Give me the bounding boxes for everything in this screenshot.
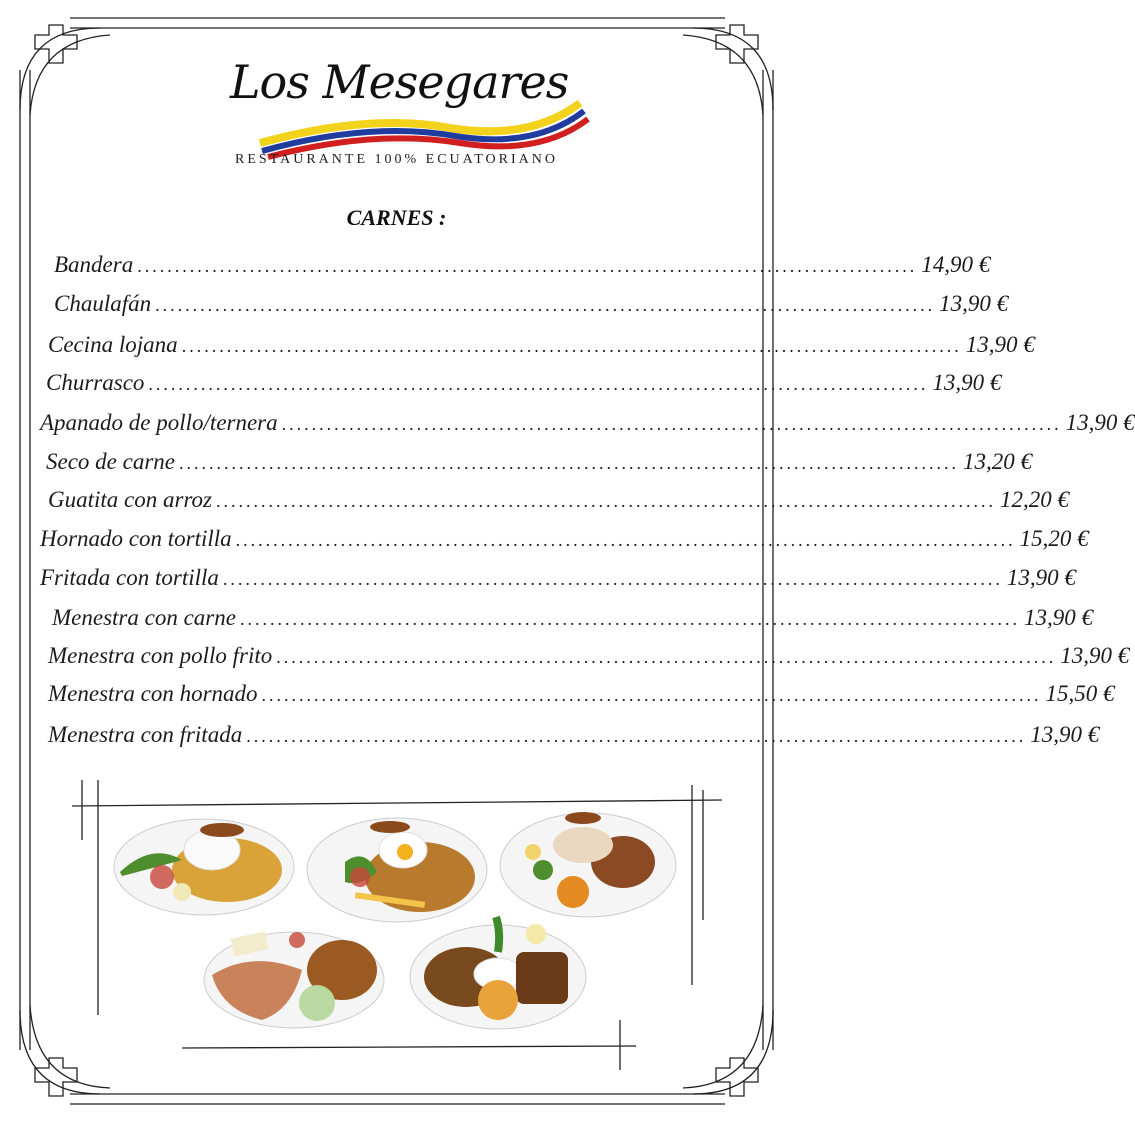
item-price: 13,20 € xyxy=(963,449,1032,474)
menu-item xyxy=(54,252,991,286)
menu-item xyxy=(48,487,1069,521)
item-name: Churrasco xyxy=(46,370,145,395)
item-name: Fritada con tortilla xyxy=(40,565,219,590)
dot-leader: ........................................................................................................ xyxy=(148,374,929,394)
dot-leader: ........................................................................................................ xyxy=(261,685,1042,705)
dot-leader: ........................................................................................................ xyxy=(216,491,996,511)
dot-leader: ........................................................................................................ xyxy=(239,609,1020,629)
menu-item xyxy=(40,410,1135,444)
menu-item xyxy=(46,370,1002,404)
item-name: Hornado con tortilla xyxy=(40,526,232,551)
dot-leader: ........................................................................................................ xyxy=(137,256,918,276)
dish-photo-fritada xyxy=(202,925,387,1030)
item-name: Bandera xyxy=(54,252,134,277)
menu-item xyxy=(52,605,1093,639)
restaurant-tagline: RESTAURANTE 100% ECUATORIANO xyxy=(235,152,558,167)
item-name: Menestra con hornado xyxy=(48,681,258,706)
item-name: Cecina lojana xyxy=(48,332,178,357)
menu-item xyxy=(48,332,1035,366)
item-price: 14,90 € xyxy=(921,252,991,277)
item-price: 13,90 € xyxy=(1065,410,1135,435)
item-price: 13,90 € xyxy=(1060,643,1130,668)
restaurant-logo xyxy=(200,55,600,150)
item-name: Menestra con pollo frito xyxy=(48,643,273,668)
item-name: Guatita con arroz xyxy=(48,487,212,512)
item-price: 15,50 € xyxy=(1045,681,1115,706)
menu-item xyxy=(48,722,1100,756)
dot-leader: ........................................................................................................ xyxy=(181,336,962,356)
dot-leader: ........................................................................................................ xyxy=(222,569,1003,589)
dish-photo-seco xyxy=(406,912,591,1032)
section-title: CARNES : xyxy=(346,205,447,230)
item-price: 13,90 € xyxy=(1030,722,1100,747)
dot-leader: ........................................................................................................ xyxy=(155,295,936,315)
item-name: Chaulafán xyxy=(54,291,152,316)
item-price: 13,90 € xyxy=(939,291,1009,316)
menu-item xyxy=(48,643,1130,677)
menu-item xyxy=(46,449,1032,483)
item-name: Menestra con fritada xyxy=(48,722,243,747)
dot-leader: ........................................................................................................ xyxy=(179,453,959,473)
dot-leader: ........................................................................................................ xyxy=(281,414,1062,434)
dish-photo-guatita xyxy=(112,812,297,917)
restaurant-name: Los Mesegares xyxy=(230,55,569,109)
item-name: Menestra con carne xyxy=(52,605,236,630)
menu-item xyxy=(40,565,1076,599)
dot-leader: ........................................................................................................ xyxy=(235,530,1016,550)
item-price: 13,90 € xyxy=(932,370,1002,395)
dish-photo-hornado xyxy=(498,810,678,920)
menu-item xyxy=(54,291,1009,325)
dot-leader: ........................................................................................................ xyxy=(276,647,1057,667)
item-name: Seco de carne xyxy=(46,449,175,474)
menu-item xyxy=(48,681,1115,715)
item-price: 13,90 € xyxy=(1006,565,1076,590)
item-price: 15,20 € xyxy=(1019,526,1089,551)
item-name: Apanado de pollo/ternera xyxy=(40,410,278,435)
item-price: 13,90 € xyxy=(1023,605,1093,630)
dish-photo-apanado xyxy=(305,812,490,927)
item-price: 12,20 € xyxy=(1000,487,1069,512)
dot-leader: ........................................................................................................ xyxy=(246,726,1027,746)
item-price: 13,90 € xyxy=(965,332,1035,357)
menu-item xyxy=(40,526,1089,560)
